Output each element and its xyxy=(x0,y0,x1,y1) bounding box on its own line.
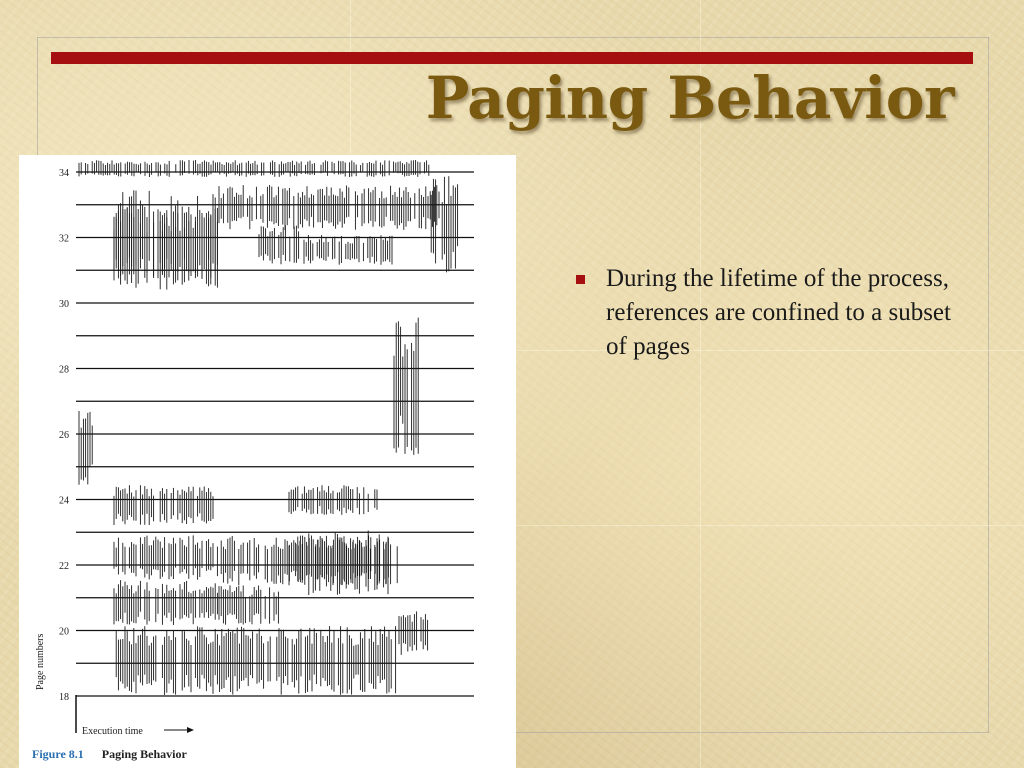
texture-seam xyxy=(350,0,351,155)
y-tick-label: 30 xyxy=(59,299,69,310)
bullet-text: During the lifetime of the process, references are confined to a subset of pages xyxy=(606,265,951,360)
slide-title: Paging Behavior xyxy=(425,64,954,132)
reference-trace-block xyxy=(114,535,217,579)
caption-text: Paging Behavior xyxy=(101,747,187,761)
x-axis-label: Execution time xyxy=(82,726,143,737)
reference-trace-block xyxy=(289,485,377,515)
reference-trace-block xyxy=(431,176,457,272)
reference-trace-block xyxy=(219,185,439,230)
reference-trace-block xyxy=(79,160,429,177)
reference-trace-block xyxy=(399,611,428,655)
y-tick-label: 34 xyxy=(59,168,69,179)
figure-caption xyxy=(32,747,187,762)
bullet-item xyxy=(574,262,974,364)
reference-trace-block xyxy=(304,235,392,265)
slide-frame-bottom xyxy=(516,732,989,733)
y-tick-label: 32 xyxy=(59,233,69,245)
reference-trace-block xyxy=(219,585,278,624)
paging-behavior-figure xyxy=(19,155,516,768)
reference-trace-block xyxy=(114,485,213,525)
reference-trace-block xyxy=(289,531,388,596)
texture-seam xyxy=(516,525,1024,526)
y-tick-label: 18 xyxy=(59,692,69,703)
paging-plot xyxy=(19,155,516,745)
slide-frame-top xyxy=(37,37,989,38)
slide-frame-left xyxy=(37,37,38,155)
y-axis-label: Page numbers xyxy=(35,633,46,690)
y-tick-label: 26 xyxy=(59,430,69,441)
bullet-list xyxy=(574,262,974,364)
slide-frame-right xyxy=(988,37,989,733)
reference-trace-block xyxy=(79,411,92,485)
caption-number: Figure 8.1 xyxy=(32,747,84,761)
y-tick-label: 20 xyxy=(59,626,69,638)
reference-trace-block xyxy=(114,580,217,625)
title-accent-bar xyxy=(51,52,973,64)
reference-trace-block xyxy=(116,626,395,695)
y-tick-label: 24 xyxy=(59,495,69,507)
y-tick-label: 28 xyxy=(59,364,69,376)
y-tick-label: 22 xyxy=(59,561,69,572)
reference-trace-block xyxy=(259,225,299,264)
square-bullet-icon xyxy=(576,275,585,284)
